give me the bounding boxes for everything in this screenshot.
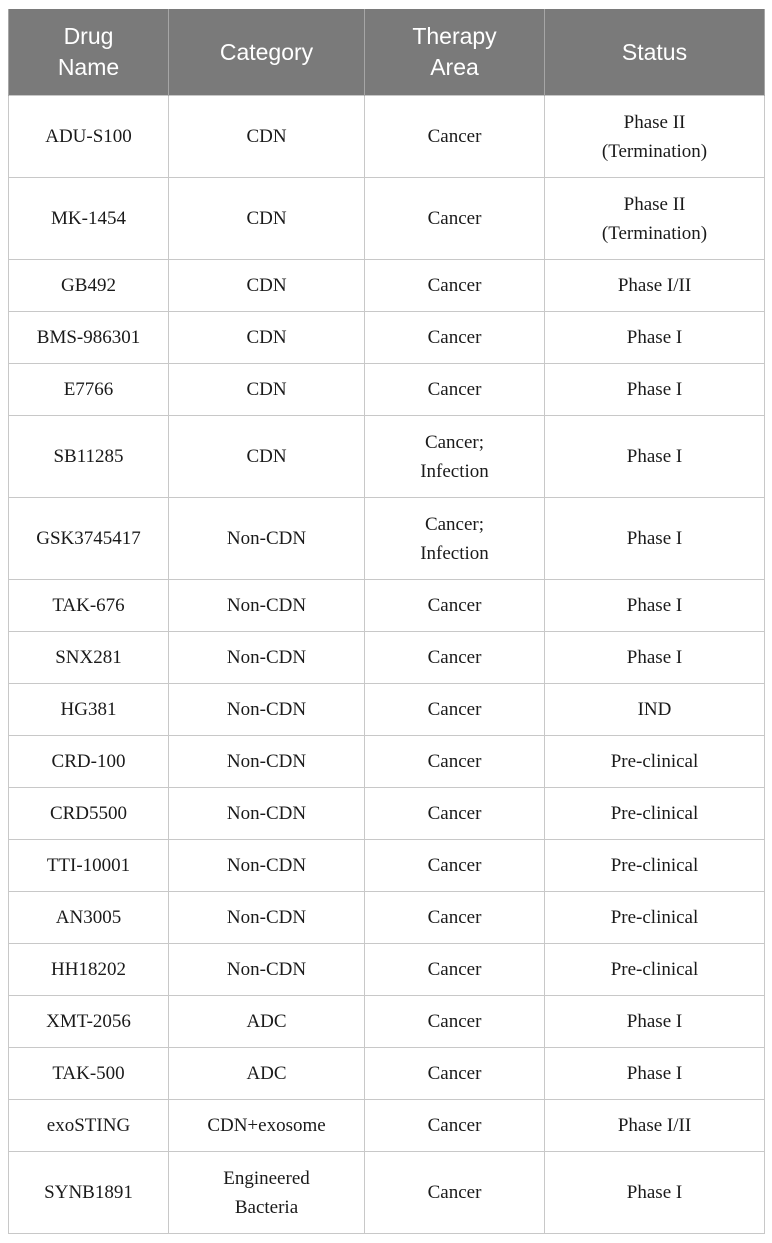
cell-therapy-area: Cancer [365, 96, 545, 178]
header-drug-name: Drug Name [9, 9, 169, 96]
cell-category: CDN [169, 260, 365, 312]
cell-category: Non-CDN [169, 684, 365, 736]
cell-therapy-area: Cancer [365, 1152, 545, 1234]
cell-drug-name: E7766 [9, 364, 169, 416]
cell-category: Non-CDN [169, 892, 365, 944]
table-row [9, 840, 765, 892]
cell-drug-name: CRD-100 [9, 736, 169, 788]
cell-status: Pre-clinical [545, 944, 765, 996]
cell-status: Phase I [545, 364, 765, 416]
cell-status: Phase I [545, 416, 765, 498]
table-row [9, 96, 765, 178]
cell-drug-name: GB492 [9, 260, 169, 312]
cell-drug-name: TAK-500 [9, 1048, 169, 1100]
cell-drug-name: GSK3745417 [9, 498, 169, 580]
cell-category: CDN [169, 312, 365, 364]
cell-category: CDN [169, 178, 365, 260]
cell-drug-name: SNX281 [9, 632, 169, 684]
cell-category: Non-CDN [169, 840, 365, 892]
cell-status: Phase II (Termination) [545, 178, 765, 260]
cell-status: IND [545, 684, 765, 736]
header-therapy-area: Therapy Area [365, 9, 545, 96]
cell-status: Phase I [545, 996, 765, 1048]
header-category: Category [169, 9, 365, 96]
cell-therapy-area: Cancer [365, 632, 545, 684]
cell-therapy-area: Cancer [365, 580, 545, 632]
table-row [9, 364, 765, 416]
cell-category: Non-CDN [169, 632, 365, 684]
cell-therapy-area: Cancer [365, 788, 545, 840]
cell-status: Phase I [545, 498, 765, 580]
cell-category: CDN+exosome [169, 1100, 365, 1152]
cell-therapy-area: Cancer [365, 736, 545, 788]
drug-table [8, 9, 765, 1234]
cell-drug-name: exoSTING [9, 1100, 169, 1152]
cell-drug-name: SYNB1891 [9, 1152, 169, 1234]
cell-drug-name: TTI-10001 [9, 840, 169, 892]
cell-category: Non-CDN [169, 736, 365, 788]
cell-category: CDN [169, 416, 365, 498]
cell-status: Phase I [545, 312, 765, 364]
table-row [9, 178, 765, 260]
cell-status: Phase I/II [545, 260, 765, 312]
cell-therapy-area: Cancer [365, 892, 545, 944]
cell-status: Phase I [545, 1048, 765, 1100]
cell-status: Phase I [545, 632, 765, 684]
cell-drug-name: MK-1454 [9, 178, 169, 260]
cell-drug-name: AN3005 [9, 892, 169, 944]
cell-therapy-area: Cancer [365, 364, 545, 416]
cell-category: ADC [169, 1048, 365, 1100]
cell-category: ADC [169, 996, 365, 1048]
cell-category: Non-CDN [169, 788, 365, 840]
table-row [9, 1152, 765, 1234]
cell-drug-name: SB11285 [9, 416, 169, 498]
table-row [9, 416, 765, 498]
table-row [9, 996, 765, 1048]
table-row [9, 944, 765, 996]
cell-therapy-area: Cancer [365, 684, 545, 736]
cell-category: CDN [169, 96, 365, 178]
table-row [9, 788, 765, 840]
cell-therapy-area: Cancer [365, 312, 545, 364]
cell-status: Pre-clinical [545, 788, 765, 840]
cell-therapy-area: Cancer [365, 178, 545, 260]
table-row [9, 684, 765, 736]
cell-drug-name: HG381 [9, 684, 169, 736]
cell-category: Non-CDN [169, 580, 365, 632]
cell-status: Pre-clinical [545, 892, 765, 944]
cell-category: CDN [169, 364, 365, 416]
cell-therapy-area: Cancer [365, 840, 545, 892]
table-body [9, 96, 765, 1234]
table-row [9, 632, 765, 684]
cell-therapy-area: Cancer [365, 944, 545, 996]
cell-drug-name: BMS-986301 [9, 312, 169, 364]
cell-drug-name: CRD5500 [9, 788, 169, 840]
cell-category: Engineered Bacteria [169, 1152, 365, 1234]
cell-therapy-area: Cancer [365, 1100, 545, 1152]
header-status: Status [545, 9, 765, 96]
table-row [9, 892, 765, 944]
cell-category: Non-CDN [169, 498, 365, 580]
table-row [9, 1100, 765, 1152]
cell-drug-name: ADU-S100 [9, 96, 169, 178]
table-row [9, 736, 765, 788]
header-row [9, 9, 765, 96]
cell-status: Phase I/II [545, 1100, 765, 1152]
cell-drug-name: HH18202 [9, 944, 169, 996]
cell-status: Pre-clinical [545, 840, 765, 892]
cell-status: Pre-clinical [545, 736, 765, 788]
table-row [9, 312, 765, 364]
cell-status: Phase I [545, 580, 765, 632]
cell-therapy-area: Cancer; Infection [365, 498, 545, 580]
cell-therapy-area: Cancer [365, 1048, 545, 1100]
cell-drug-name: XMT-2056 [9, 996, 169, 1048]
cell-therapy-area: Cancer; Infection [365, 416, 545, 498]
cell-status: Phase I [545, 1152, 765, 1234]
cell-therapy-area: Cancer [365, 260, 545, 312]
cell-therapy-area: Cancer [365, 996, 545, 1048]
table-row [9, 498, 765, 580]
cell-category: Non-CDN [169, 944, 365, 996]
table-row [9, 1048, 765, 1100]
table-row [9, 580, 765, 632]
table-row [9, 260, 765, 312]
cell-drug-name: TAK-676 [9, 580, 169, 632]
cell-status: Phase II (Termination) [545, 96, 765, 178]
